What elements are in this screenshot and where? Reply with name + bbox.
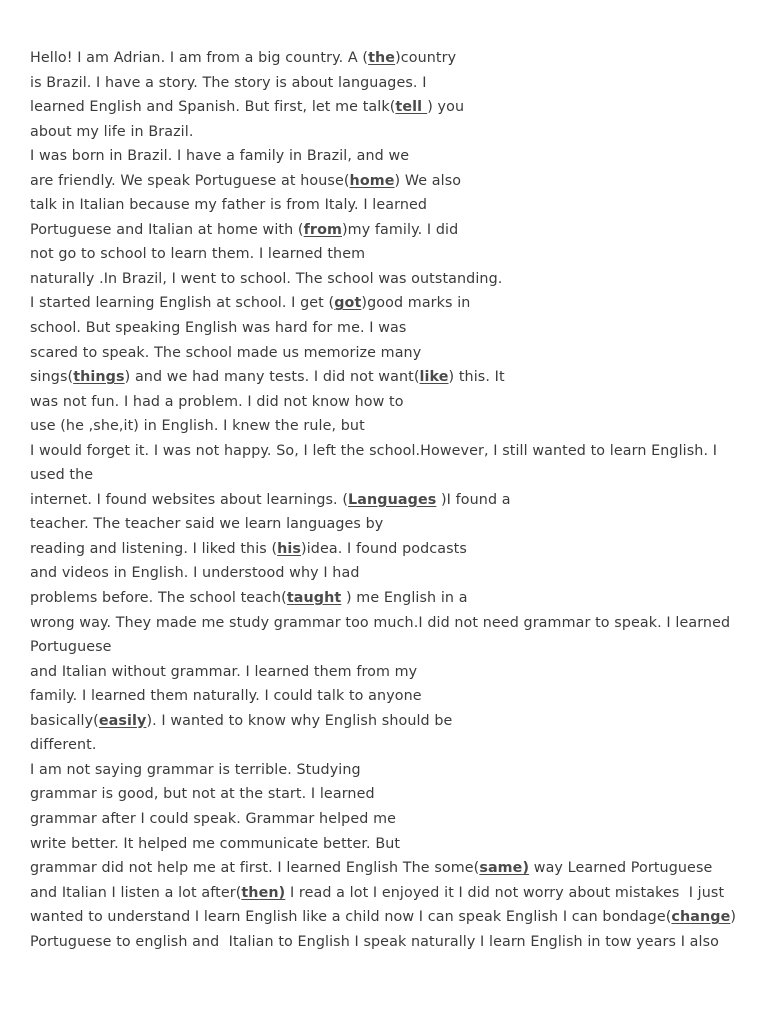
text-segment: ) this. It <box>448 369 505 386</box>
text-segment: different. <box>30 737 97 754</box>
text-segment: Portuguese <box>30 639 112 656</box>
text-line <box>30 291 740 316</box>
correction-word: from <box>303 221 342 238</box>
text-segment: I am not saying grammar is terrible. Studying <box>30 761 361 778</box>
text-segment: school. But speaking English was hard for me. I was <box>30 320 407 337</box>
text-segment: reading and listening. I liked this ( <box>30 540 278 557</box>
text-line <box>30 782 740 807</box>
text-segment: )good marks in <box>361 295 471 312</box>
correction-word: got <box>334 295 362 312</box>
text-segment: family. I learned them naturally. I could talk to anyone <box>30 688 422 705</box>
text-segment: ) We also <box>394 172 462 189</box>
text-segment: and Italian without grammar. I learned them from my <box>30 663 418 680</box>
text-line <box>30 930 740 955</box>
correction-word: Languages <box>348 491 437 508</box>
text-segment: was not fun. I had a problem. I did not know how to <box>30 393 404 410</box>
text-line <box>30 95 740 120</box>
text-segment: problems before. The school teach( <box>30 590 287 607</box>
text-segment: and Italian I listen a lot after( <box>30 884 242 901</box>
text-segment: grammar after I could speak. Grammar helped me <box>30 810 396 827</box>
text-segment: sings( <box>30 369 74 386</box>
essay-text <box>30 46 740 954</box>
text-segment: use (he ,she,it) in English. I knew the rule, but <box>30 418 365 435</box>
text-line <box>30 856 740 881</box>
text-segment: about my life in Brazil. <box>30 123 194 140</box>
text-line <box>30 218 740 243</box>
text-segment: Portuguese and Italian at home with ( <box>30 221 304 238</box>
text-line <box>30 414 740 439</box>
correction-word: tell <box>395 99 428 116</box>
text-line <box>30 709 740 734</box>
text-line <box>30 832 740 857</box>
text-segment: learned English and Spanish. But first, let me talk( <box>30 99 396 116</box>
text-segment: internet. I found websites about learnings. ( <box>30 491 349 508</box>
text-line <box>30 390 740 415</box>
text-line <box>30 512 740 537</box>
text-line <box>30 561 740 586</box>
text-segment: )idea. I found podcasts <box>301 540 467 557</box>
text-segment: not go to school to learn them. I learned them <box>30 246 366 263</box>
text-segment: is Brazil. I have a story. The story is about languages. I <box>30 74 427 91</box>
text-segment: Hello! I am Adrian. I am from a big country. A ( <box>30 50 369 66</box>
text-segment: wrong way. They made me study grammar too much.I did not need grammar to speak. I learned <box>30 614 731 631</box>
text-segment: )my family. I did <box>342 221 459 238</box>
text-line <box>30 488 740 513</box>
text-segment: Portuguese to english and Italian to English I speak naturally I learn English in tow years I also <box>30 933 719 950</box>
text-line <box>30 611 740 636</box>
text-segment: naturally .In Brazil, I went to school. The school was outstanding. <box>30 270 503 287</box>
text-segment: )I found a <box>436 491 511 508</box>
text-segment: teacher. The teacher said we learn languages by <box>30 516 384 533</box>
text-line <box>30 463 740 488</box>
correction-word: things <box>73 369 125 386</box>
text-segment: basically( <box>30 712 99 729</box>
text-line <box>30 660 740 685</box>
correction-word: his <box>277 540 302 557</box>
correction-word: same) <box>479 860 530 877</box>
text-segment: grammar is good, but not at the start. I learned <box>30 786 375 803</box>
text-segment: grammar did not help me at first. I learned English The some( <box>30 860 480 877</box>
text-segment: ) me English in a <box>341 590 468 607</box>
text-line <box>30 316 740 341</box>
text-segment: I started learning English at school. I get ( <box>30 295 335 312</box>
text-line <box>30 758 740 783</box>
text-segment: wanted to understand I learn English like a child now I can speak English I can bondage( <box>30 909 672 926</box>
text-line <box>30 807 740 832</box>
text-segment: I would forget it. I was not happy. So, I left the school.However, I still wanted to learn English. I <box>30 442 718 459</box>
text-segment: and videos in English. I understood why I had <box>30 565 360 582</box>
text-line <box>30 169 740 194</box>
text-segment: )country <box>395 50 457 66</box>
text-segment: used the <box>30 467 94 484</box>
text-segment: ) and we had many tests. I did not want( <box>124 369 420 386</box>
text-segment: I read a lot I enjoyed it I did not worry about mistakes I just <box>285 884 725 901</box>
text-segment: way Learned Portuguese <box>529 860 713 877</box>
correction-word: then) <box>241 884 286 901</box>
text-line <box>30 242 740 267</box>
correction-word: home <box>349 172 395 189</box>
text-line <box>30 267 740 292</box>
text-segment: are friendly. We speak Portuguese at house( <box>30 172 350 189</box>
correction-word: the <box>368 50 396 66</box>
text-line <box>30 733 740 758</box>
correction-word: like <box>419 369 449 386</box>
correction-word: taught <box>286 590 342 607</box>
text-line <box>30 120 740 145</box>
text-line <box>30 881 740 906</box>
text-segment: ) <box>730 909 737 926</box>
text-segment: talk in Italian because my father is from Italy. I learned <box>30 197 428 214</box>
text-line <box>30 905 740 930</box>
text-line <box>30 341 740 366</box>
text-line <box>30 684 740 709</box>
text-segment: write better. It helped me communicate better. But <box>30 835 401 852</box>
text-line <box>30 439 740 464</box>
correction-word: easily <box>98 712 147 729</box>
text-line <box>30 193 740 218</box>
text-line <box>30 537 740 562</box>
correction-word: change <box>671 909 731 926</box>
text-segment: ). I wanted to know why English should be <box>146 712 453 729</box>
text-line <box>30 71 740 96</box>
text-line <box>30 46 740 71</box>
text-line <box>30 586 740 611</box>
text-line <box>30 144 740 169</box>
text-segment: ) you <box>427 99 465 116</box>
text-segment: I was born in Brazil. I have a family in Brazil, and we <box>30 148 410 165</box>
text-line <box>30 635 740 660</box>
text-line <box>30 365 740 390</box>
text-segment: scared to speak. The school made us memorize many <box>30 344 422 361</box>
